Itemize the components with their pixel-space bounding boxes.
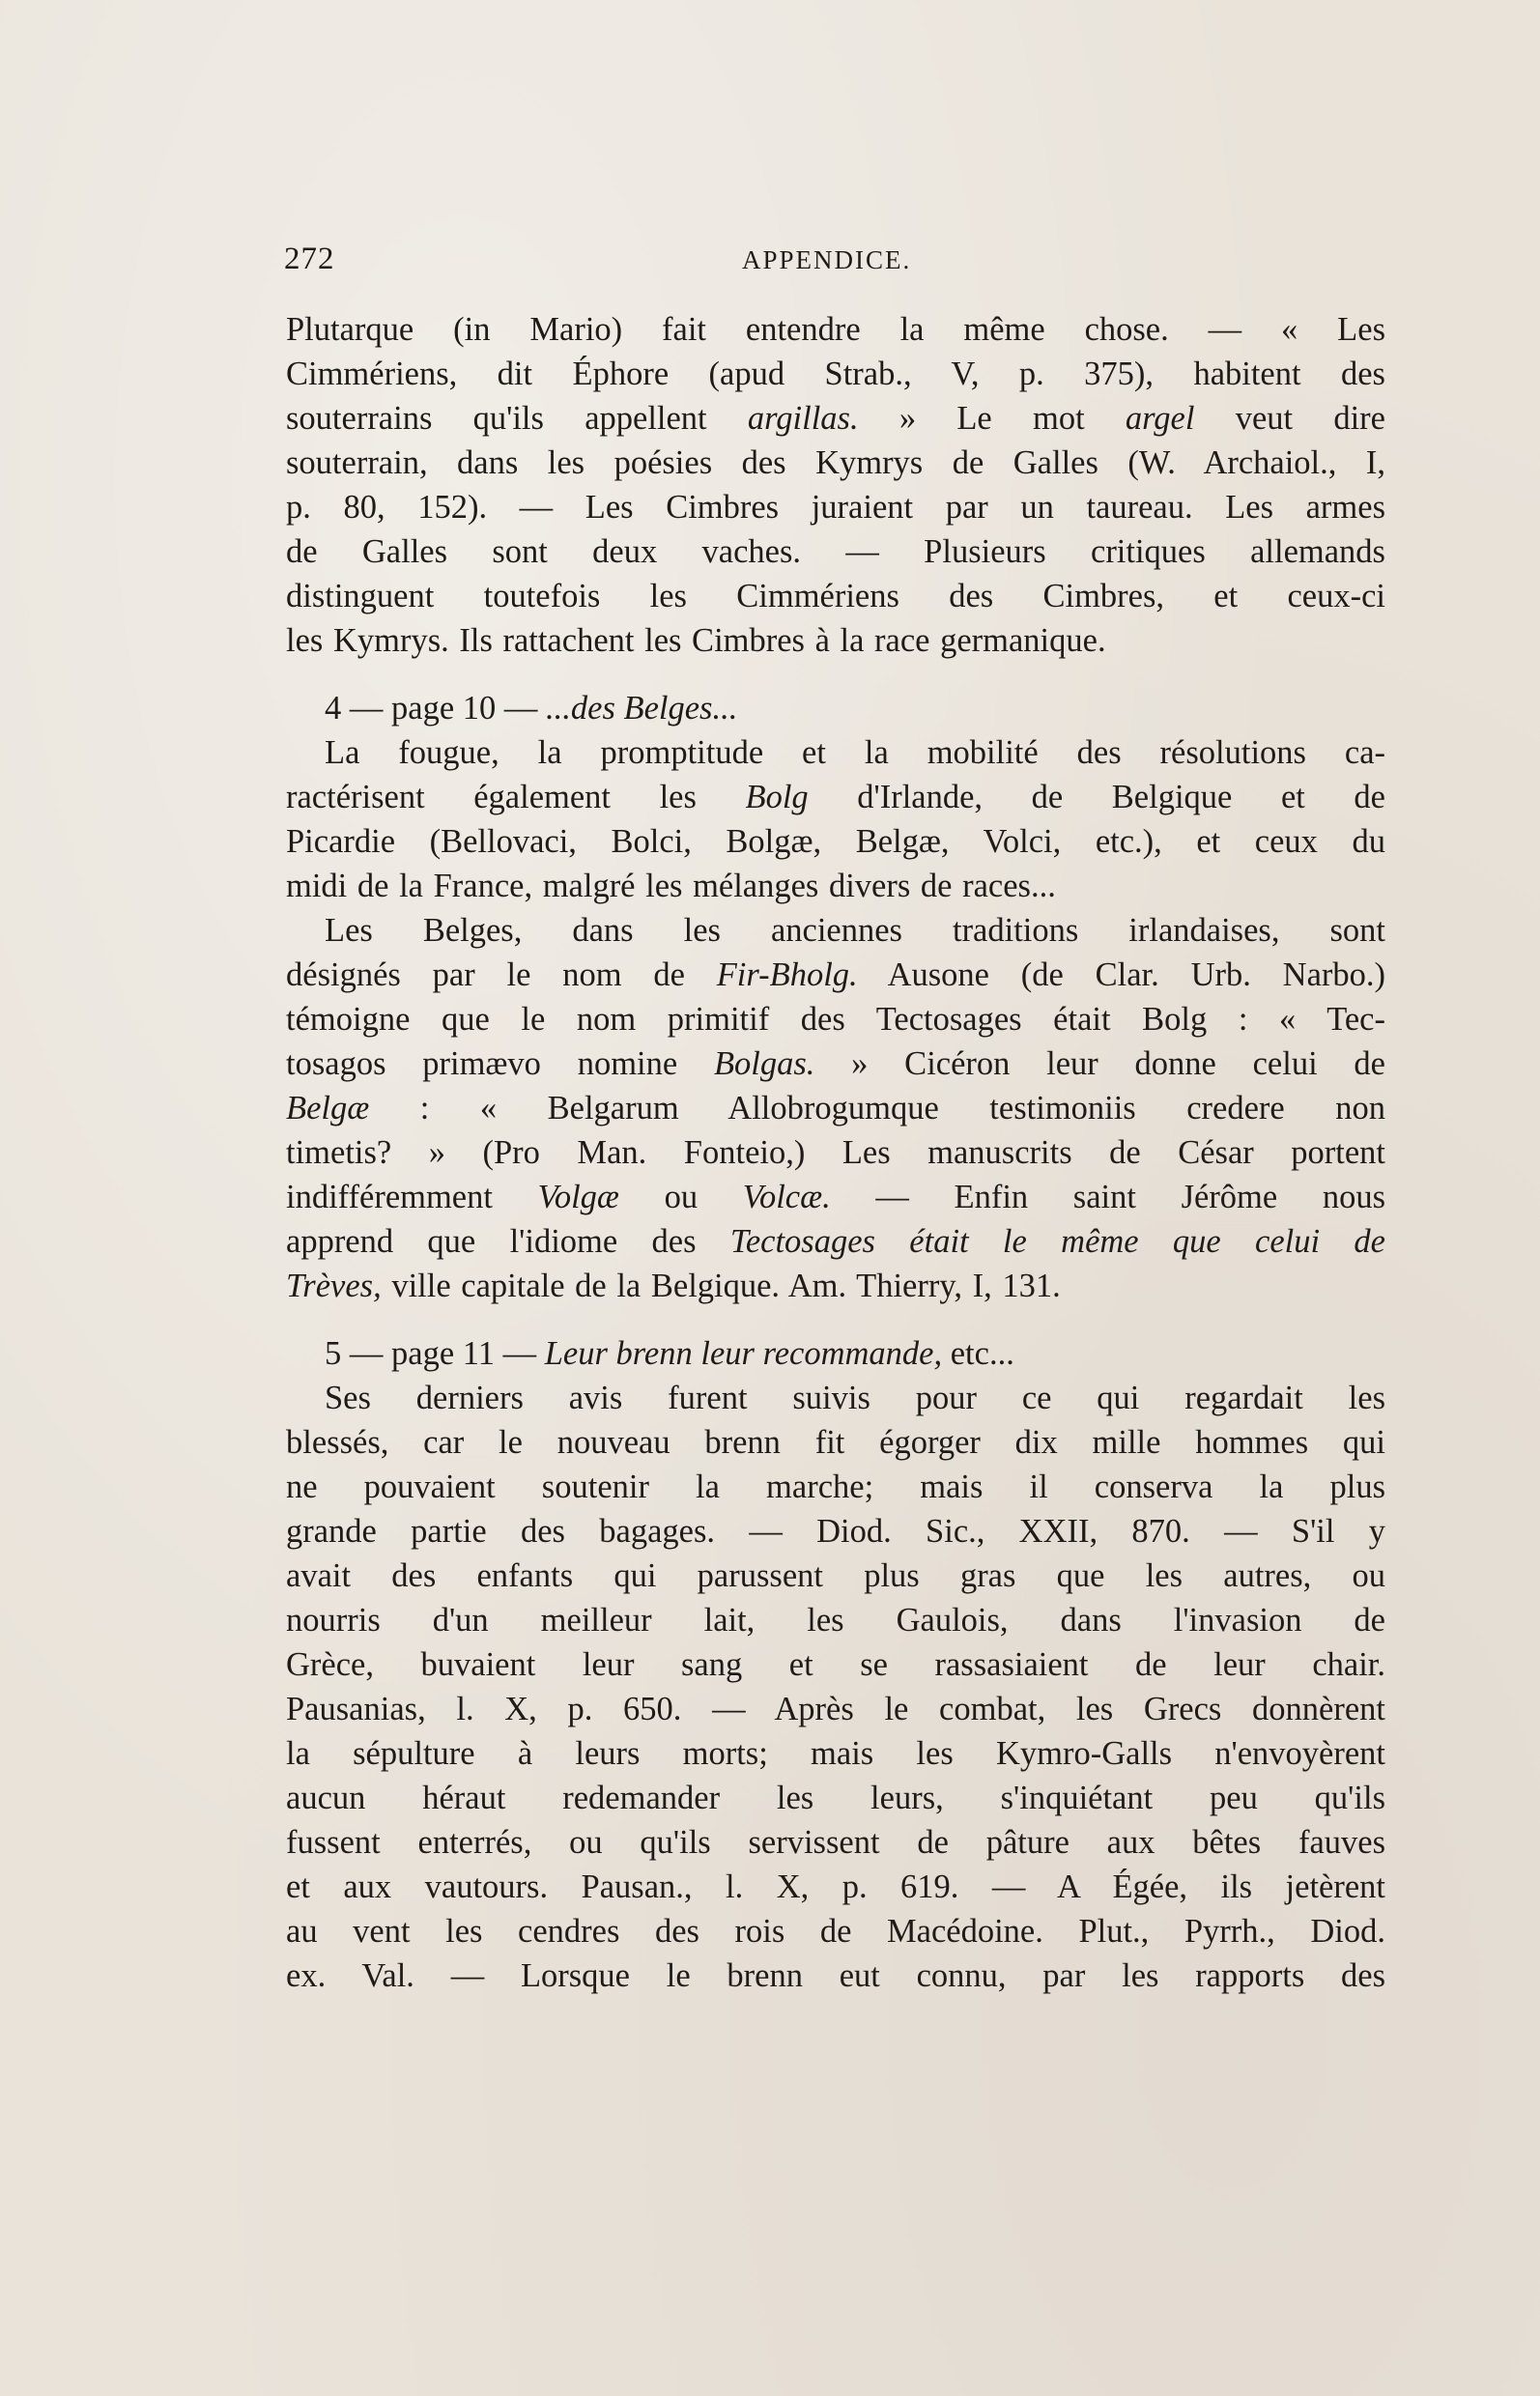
text-line bbox=[286, 1909, 1385, 1954]
text-line bbox=[286, 864, 1385, 908]
italic-text: Fir-Bholg. bbox=[716, 956, 858, 993]
page-number: 272 bbox=[284, 242, 335, 276]
text-run: ville capitale de la Belgique. Am. Thierry, I, 131. bbox=[381, 1268, 1061, 1304]
italic-text: Bolg bbox=[745, 779, 809, 815]
text-run: Plutarque (in Mario) fait entendre la même chose. — « Les bbox=[286, 311, 1385, 348]
text-run: Les Belges, dans les anciennes traditions irlandaises, sont bbox=[325, 912, 1385, 949]
text-run: Ausone (de Clar. Urb. Narbo.) bbox=[857, 956, 1385, 993]
text-run: désignés par le nom de bbox=[286, 956, 717, 993]
text-line bbox=[286, 819, 1385, 864]
text-line bbox=[286, 396, 1385, 441]
text-run: apprend que l'idiome des bbox=[286, 1223, 730, 1260]
text-line bbox=[286, 775, 1385, 819]
text-run: Picardie (Bellovaci, Bolci, Bolgæ, Belgæ, Volci, etc.), et ceux du bbox=[286, 823, 1385, 860]
italic-text: Volgæ bbox=[537, 1179, 619, 1215]
text-line bbox=[286, 1175, 1385, 1219]
text-line bbox=[286, 1219, 1385, 1264]
text-line bbox=[286, 307, 1385, 352]
italic-text: Tectosages était le même que celui de bbox=[729, 1223, 1385, 1260]
text-run: » Le mot bbox=[858, 400, 1126, 437]
text-run: etc... bbox=[942, 1335, 1014, 1372]
italic-text: Trèves, bbox=[286, 1268, 382, 1304]
text-run: de Galles sont deux vaches. — Plusieurs critiques allemands bbox=[286, 533, 1385, 570]
text-run: : « Belgarum Allobrogumque testimoniis credere non bbox=[369, 1090, 1385, 1127]
text-run: veut dire bbox=[1194, 400, 1385, 437]
text-run: ex. Val. — Lorsque le brenn eut connu, par les rapports des bbox=[286, 1957, 1385, 1994]
text-line bbox=[286, 730, 1385, 775]
text-line bbox=[286, 953, 1385, 997]
italic-text: argillas. bbox=[747, 400, 859, 437]
text-line bbox=[286, 1465, 1385, 1509]
text-line bbox=[286, 908, 1385, 953]
note-gap bbox=[286, 1308, 1385, 1331]
text-line bbox=[286, 1776, 1385, 1820]
text-line bbox=[286, 574, 1385, 618]
text-run: la sépulture à leurs morts; mais les Kymro-Galls n'envoyèrent bbox=[286, 1735, 1385, 1772]
text-line bbox=[286, 1731, 1385, 1776]
text-run: » Cicéron leur donne celui de bbox=[814, 1045, 1385, 1082]
text-line bbox=[286, 1954, 1385, 1998]
text-run: — Enfin saint Jérôme nous bbox=[830, 1179, 1386, 1215]
italic-text: Volcæ. bbox=[742, 1179, 831, 1215]
text-run: indifféremment bbox=[286, 1179, 538, 1215]
text-line bbox=[286, 1687, 1385, 1731]
italic-text: Belgæ bbox=[286, 1090, 370, 1127]
text-run: et aux vautours. Pausan., l. X, p. 619. — A Égée, ils jetèrent bbox=[286, 1868, 1385, 1905]
text-run: Ses derniers avis furent suivis pour ce qui regardait les bbox=[325, 1380, 1385, 1416]
text-line bbox=[286, 441, 1385, 485]
text-run: grande partie des bagages. — Diod. Sic., XXII, 870. — S'il y bbox=[286, 1513, 1385, 1550]
text-run: au vent les cendres des rois de Macédoine. Plut., Pyrrh., Diod. bbox=[286, 1913, 1385, 1950]
text-run: Cimmériens, dit Éphore (apud Strab., V, p. 375), habitent des bbox=[286, 356, 1385, 392]
text-line bbox=[286, 1554, 1385, 1598]
text-line bbox=[286, 1086, 1385, 1130]
text-line bbox=[286, 1041, 1385, 1086]
note-heading bbox=[286, 686, 1385, 730]
text-run: souterrain, dans les poésies des Kymrys de Galles (W. Archaiol., I, bbox=[286, 444, 1385, 481]
note-gap bbox=[286, 663, 1385, 686]
notes-text-block bbox=[286, 307, 1385, 1998]
text-line bbox=[286, 485, 1385, 529]
text-run: souterrains qu'ils appellent bbox=[286, 400, 748, 437]
text-run: avait des enfants qui parussent plus gras que les autres, ou bbox=[286, 1557, 1385, 1594]
italic-text: ...des Belges... bbox=[546, 690, 738, 727]
text-line bbox=[286, 352, 1385, 396]
text-line bbox=[286, 1820, 1385, 1865]
page-header bbox=[284, 242, 1382, 282]
text-run: Grèce, buvaient leur sang et se rassasiaient de leur chair. bbox=[286, 1646, 1385, 1683]
text-run: nourris d'un meilleur lait, les Gaulois, dans l'invasion de bbox=[286, 1602, 1385, 1639]
text-line bbox=[286, 618, 1385, 663]
italic-text: Bolgas. bbox=[713, 1045, 815, 1082]
text-line bbox=[286, 1130, 1385, 1175]
text-run: tosagos primævo nomine bbox=[286, 1045, 714, 1082]
text-run: les Kymrys. Ils rattachent les Cimbres à la race germanique. bbox=[286, 622, 1106, 659]
text-run: ractérisent également les bbox=[286, 779, 746, 815]
text-run: ne pouvaient soutenir la marche; mais il conserva la plus bbox=[286, 1469, 1385, 1505]
text-run: Pausanias, l. X, p. 650. — Après le combat, les Grecs donnèrent bbox=[286, 1691, 1385, 1727]
text-run: aucun héraut redemander les leurs, s'inquiétant peu qu'ils bbox=[286, 1780, 1385, 1816]
text-run: 5 — page 11 — bbox=[325, 1335, 545, 1372]
text-line bbox=[286, 1509, 1385, 1554]
text-line bbox=[286, 1642, 1385, 1687]
text-run: témoigne que le nom primitif des Tectosages était Bolg : « Tec- bbox=[286, 1001, 1385, 1038]
text-line bbox=[286, 529, 1385, 574]
text-line bbox=[286, 1420, 1385, 1465]
text-line bbox=[286, 1865, 1385, 1909]
text-run: blessés, car le nouveau brenn fit égorger dix mille hommes qui bbox=[286, 1424, 1385, 1461]
text-line bbox=[286, 1598, 1385, 1642]
text-run: ou bbox=[618, 1179, 743, 1215]
text-run: midi de la France, malgré les mélanges divers de races... bbox=[286, 868, 1056, 904]
italic-text: argel bbox=[1125, 400, 1195, 437]
text-run: fussent enterrés, ou qu'ils servissent de pâture aux bêtes fauves bbox=[286, 1824, 1385, 1861]
italic-text: Leur brenn leur recommande, bbox=[544, 1335, 943, 1372]
text-line bbox=[286, 1376, 1385, 1420]
text-line bbox=[286, 1264, 1385, 1308]
text-run: distinguent toutefois les Cimmériens des Cimbres, et ceux-ci bbox=[286, 578, 1385, 614]
text-run: 4 — page 10 — bbox=[325, 690, 547, 727]
note-heading bbox=[286, 1331, 1385, 1376]
running-head: APPENDICE. bbox=[742, 245, 912, 274]
text-run: d'Irlande, de Belgique et de bbox=[808, 779, 1385, 815]
text-run: timetis? » (Pro Man. Fonteio,) Les manuscrits de César portent bbox=[286, 1134, 1385, 1171]
text-line bbox=[286, 997, 1385, 1041]
text-run: p. 80, 152). — Les Cimbres juraient par un taureau. Les armes bbox=[286, 489, 1385, 526]
text-run: La fougue, la promptitude et la mobilité des résolutions ca- bbox=[325, 734, 1385, 771]
